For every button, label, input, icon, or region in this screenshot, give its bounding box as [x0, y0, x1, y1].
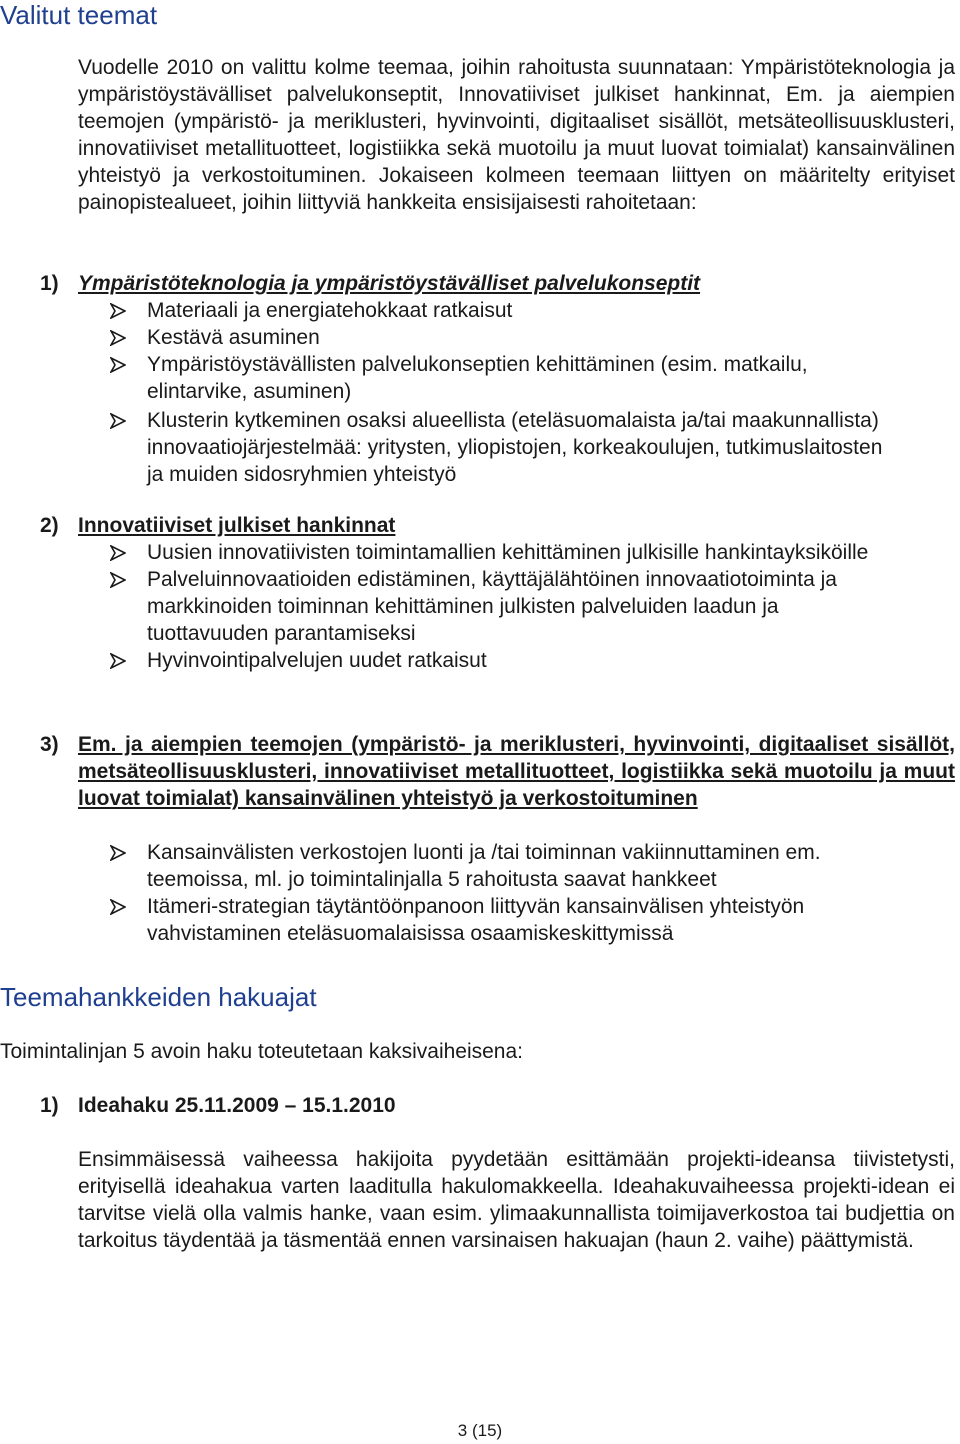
bullet-text: Kansainvälisten verkostojen luonti ja /tai toiminnan vakiinnuttaminen em. teemoissa, ml. jo toimintalinjalla 5 rahoitusta saavat hankkeet — [147, 841, 821, 891]
list-item — [110, 539, 900, 566]
arrow-bullet-icon — [110, 303, 126, 319]
arrow-bullet-icon — [110, 845, 126, 861]
arrow-bullet-icon — [110, 413, 126, 429]
list-item — [110, 324, 900, 351]
theme-2-heading — [40, 512, 395, 539]
theme-2-bullet-list — [110, 539, 900, 674]
arrow-bullet-icon — [110, 572, 126, 588]
phase-1-title: Ideahaku 25.11.2009 – 15.1.2010 — [78, 1094, 396, 1117]
intro-paragraph: Vuodelle 2010 on valittu kolme teemaa, joihin rahoitusta suunnataan: Ympäristöteknologia ja ympäristöystävälliset palvelukonseptit, Innovatiiviset julkiset hankinnat, Em. ja aiempien teemojen (ympäristö- ja meriklusteri, hyvinvointi, digitaaliset sisällöt, metsäteollisuusklusteri, innovatiiviset metallituotteet, logistiikka sekä muotoilu ja muut luovat toimialat) kansainvälinen yhteistyö ja verkostoituminen. Jokaiseen kolmeen teemaan liittyen on määritelty erityiset painopistealueet, joihin liittyviä hankkeita ensisijaisesti rahoitetaan: — [78, 56, 955, 214]
theme-2-title: Innovatiiviset julkiset hankinnat — [78, 514, 396, 537]
theme-1-title: Ympäristöteknologia ja ympäristöystävälliset palvelukonseptit — [78, 272, 701, 295]
phase-1-number: 1) — [40, 1094, 59, 1117]
arrow-bullet-icon — [110, 653, 126, 669]
list-item — [110, 566, 900, 647]
list-item — [110, 351, 900, 405]
theme-1-number: 1) — [40, 272, 59, 295]
list-item — [110, 647, 900, 674]
list-item — [110, 893, 900, 947]
theme-3-heading — [40, 731, 955, 812]
arrow-bullet-icon — [110, 545, 126, 561]
section-heading-hakuajat: Teemahankkeiden hakuajat — [0, 982, 317, 1012]
bullet-text: Klusterin kytkeminen osaksi alueellista (eteläsuomalaista ja/tai maakunnallista) innovaatiojärjestelmää: yritysten, yliopistojen, korkeakoulujen, tutkimuslaitosten ja muiden sidosryhmien yhteistyö — [147, 409, 883, 486]
theme-2-number: 2) — [40, 514, 59, 537]
theme-1-heading — [40, 270, 700, 297]
bullet-text: Materiaali ja energiatehokkaat ratkaisut — [147, 299, 513, 322]
arrow-bullet-icon — [110, 357, 126, 373]
bullet-text: Hyvinvointipalvelujen uudet ratkaisut — [147, 649, 487, 672]
phase-1-paragraph: Ensimmäisessä vaiheessa hakijoita pyydetään esittämään projekti-ideansa tiivistetysti, erityisellä ideahakua varten laaditulla hakulomakkeella. Ideahakuvaiheessa projekti-idean ei tarvitse vielä olla valmis hanke, vaan esim. ylimaakunnallista toimijaverkostoa tai budjettia on tarkoitus täydentää ja täsmentää ennen varsinaisen hakuajan (haun 2. vaihe) päättymistä. — [78, 1148, 955, 1252]
list-item — [110, 839, 900, 893]
phase-1-heading — [40, 1092, 396, 1119]
bullet-text: Itämeri-strategian täytäntöönpanoon liittyvän kansainvälisen yhteistyön vahvistaminen eteläsuomalaisissa osaamiskeskittymissä — [147, 895, 805, 945]
list-item — [110, 407, 900, 488]
bullet-text: Palveluinnovaatioiden edistäminen, käyttäjälähtöinen innovaatiotoiminta ja markkinoiden toiminnan kehittäminen julkisten palveluiden laadun ja tuottavuuden parantamiseksi — [147, 568, 837, 645]
theme-3-bullet-list — [110, 839, 900, 947]
theme-3-title: Em. ja aiempien teemojen (ympäristö- ja meriklusteri, hyvinvointi, digitaaliset sisällöt, metsäteollisuusklusteri, innovatiiviset metallituotteet, logistiikka sekä muotoilu ja muut luovat toimialat) kansainvälinen yhteistyö ja verkostoituminen — [78, 733, 955, 810]
theme-3-number: 3) — [40, 733, 59, 756]
arrow-bullet-icon — [110, 330, 126, 346]
list-item — [110, 297, 900, 324]
theme-1-bullet-list — [110, 297, 900, 488]
page-number: 3 (15) — [457, 1421, 503, 1440]
section-2-intro: Toimintalinjan 5 avoin haku toteutetaan kaksivaiheisena: — [0, 1040, 524, 1063]
bullet-text: Kestävä asuminen — [147, 326, 320, 349]
bullet-text: Ympäristöystävällisten palvelukonseptien kehittäminen (esim. matkailu, elintarvike, asuminen) — [147, 353, 808, 403]
bullet-text: Uusien innovatiivisten toimintamallien kehittäminen julkisille hankintayksiköille — [147, 541, 869, 564]
arrow-bullet-icon — [110, 899, 126, 915]
section-heading-valitut-teemat: Valitut teemat — [0, 0, 158, 30]
